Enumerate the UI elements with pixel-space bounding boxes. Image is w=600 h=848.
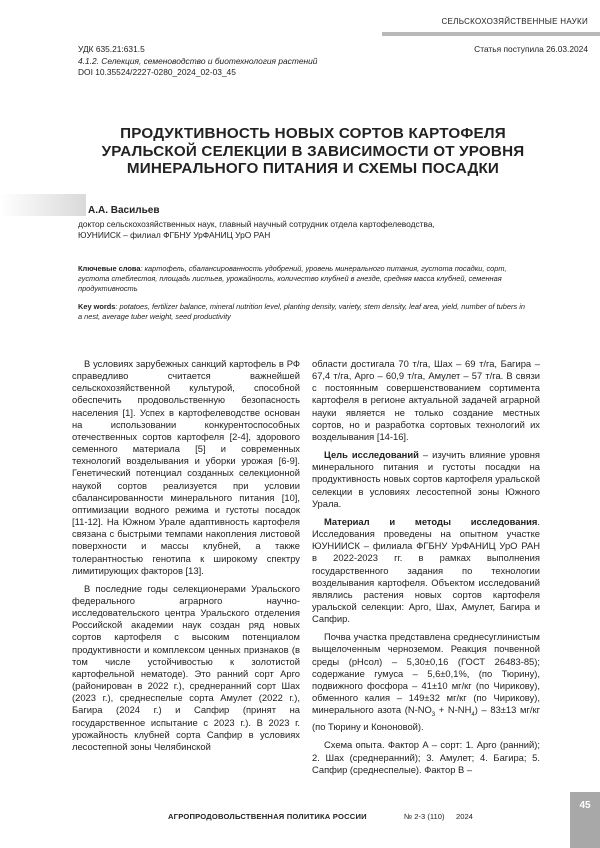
affiliation-line-2: ЮУНИИСК – филиал ФГБНУ УрФАНИЦ УрО РАН: [78, 230, 271, 241]
author-accent-bar: [0, 194, 86, 216]
udc-code: УДК 635.21:631.5: [78, 44, 145, 54]
issue-number: № 2-3 (110): [404, 812, 445, 821]
section-label: СЕЛЬСКОХОЗЯЙСТВЕННЫЕ НАУКИ: [441, 17, 588, 26]
page-number: 45: [579, 800, 591, 811]
article-meta: [78, 44, 317, 79]
aim-text: – изучить влияние уровня минерального питания и густоты посадки на продуктивность новых сортов картофеля уральской селекции в условиях лесостепной зоны Южного Урала.: [312, 449, 540, 509]
paragraph: области достигала 70 т/га, Шах – 69 т/га, Багира – 67,4 т/га, Арго – 60,9 т/га, Амулет – 57 т/га. В связи с постоянным совершенствованием сортимента картофеля в регионе актуальной задачей аграрной науки является не только создание местных сортов, но и разработка сортовых технологий их возделывания [14-16].: [312, 358, 540, 442]
soil-text-b: + N-NH: [435, 704, 472, 716]
paragraph-soil: [312, 631, 540, 733]
journal-name: АГРОПРОДОВОЛЬСТВЕННАЯ ПОЛИТИКА РОССИИ: [168, 812, 367, 821]
affiliation-line-1: доктор сельскохозяйственных наук, главный научный сотрудник отдела картофелеводства,: [78, 219, 435, 229]
subscript: 3: [431, 712, 436, 719]
header-rule: [382, 32, 600, 36]
doi[interactable]: DOI 10.35524/2227-0280_2024_02-03_45: [78, 67, 236, 78]
keywords-en-text: : potatoes, fertilizer balance, mineral nutrition level, planting density, variety, stem density, leaf area, yield, number of tubers in a nest, average tuber weight, seed productivity: [78, 302, 525, 322]
soil-text-c: ) – 83±13 мг/кг (по Тюрину и Кононовой).: [312, 704, 540, 733]
paragraph-scheme: Схема опыта. Фактор А – сорт: 1. Арго (ранний); 2. Шах (среднеранний); 3. Амулет; 4. Багира; 5. Сапфир (среднеспелые). Фактор В –: [312, 739, 540, 775]
paragraph-methods: [312, 516, 540, 625]
keywords-en: [78, 302, 530, 322]
aim-heading: Цель исследований: [324, 449, 419, 461]
specialty-code: 4.1.2. Селекция, семеноводство и биотехнология растений: [78, 55, 318, 66]
keywords-ru-label: Ключевые слова: [78, 264, 141, 273]
keywords-ru: [78, 264, 530, 295]
issue-year: 2024: [456, 812, 473, 821]
soil-text-a: Почва участка представлена среднесуглинистым выщелоченным черноземом. Реакция почвенной среды (pHсол) – 5,30±0,16 (ГОСТ 26483-85); содержание гумуса – 5,6±0,1%, (по Тюрину), подвижного фосфора – 41±10 мг/кг (по Чирикову), обменного калия – 149±32 мг/кг (по Чирикову), минерального азота (N-NO: [312, 631, 540, 716]
keywords-en-label: Key words: [78, 302, 116, 311]
methods-heading: Материал и методы исследования: [324, 515, 538, 527]
author-affiliation: [78, 219, 548, 241]
subscript: 4: [471, 712, 475, 719]
paragraph-aim: [312, 449, 540, 510]
body-column-left: [72, 358, 300, 753]
body-column-right: [312, 358, 540, 776]
paragraph: В последние годы селекционерами Уральского федерального аграрного научно-исследовательского центра Уральского отделения Российской академии наук создан ряд новых сортов картофеля с высоким потенциалом продуктивности и комплексом ценных признаков (в том числе устойчивостью к золотистой картофельной нематоде). Это ранний сорт Арго (районирован в 2022 г.), среднеранний сорт Шах (2023 г.), среднеспелые сорта Амулет (2022 г.), Багира (2024 г.) и Сапфир (принят на государственное испытание с 2023 г.). В 2023 г. урожайность клубней сорта Сапфир в условиях лесостепной зоны Челябинской: [72, 582, 300, 752]
article-title: ПРОДУКТИВНОСТЬ НОВЫХ СОРТОВ КАРТОФЕЛЯ УРАЛЬСКОЙ СЕЛЕКЦИИ В ЗАВИСИМОСТИ ОТ УРОВНЯ МИНЕРАЛЬНОГО ПИТАНИЯ И СХЕМЫ ПОСАДКИ: [101, 125, 525, 177]
author-name: А.А. Васильев: [88, 205, 160, 216]
keywords-ru-text: : картофель, сбалансированность удобрений, уровень минерального питания, густота посадки, сорт, густота стеблестоя, площадь листьев, урожайность, количество клубней в гнезде, средняя масса клубней, семенная продуктивность: [78, 264, 507, 294]
received-date: Статья поступила 26.03.2024: [474, 44, 588, 54]
methods-text: . Исследования проведены на опытном участке ЮУНИИСК – филиала ФГБНУ УрФАНИЦ УрО РАН в 2022-2023 гг. в рамках выполнения государственного задания по технологии возделывания картофеля. Объектом исследований являлись растения новых сортов картофеля уральской селекции: Арго, Шах, Амулет, Багира и Сапфир.: [312, 515, 540, 625]
paragraph: В условиях зарубежных санкций картофель в РФ справедливо считается важнейшей сельскохозяйственной культурой, способной обеспечить продовольственную безопасность населения [1]. Успех в картофелеводстве основан на использовании конкурентоспособных отечественных сортов картофеля [2-4], здорового семенного материала [5] и современных технологий возделывания и уборки урожая [6-9]. Генетический потенциал созданных селекционной наукой сортов реализуется при условии сбалансированности минерального питания [10], оптимизации водного режима и густоты посадок [11-12]. На Южном Урале адаптивность картофеля связана с быстрыми темпами накопления листовой поверхности и массы клубней, а также толерантностью генотипа к широкому спектру лимитирующих факторов [13].: [72, 358, 300, 576]
